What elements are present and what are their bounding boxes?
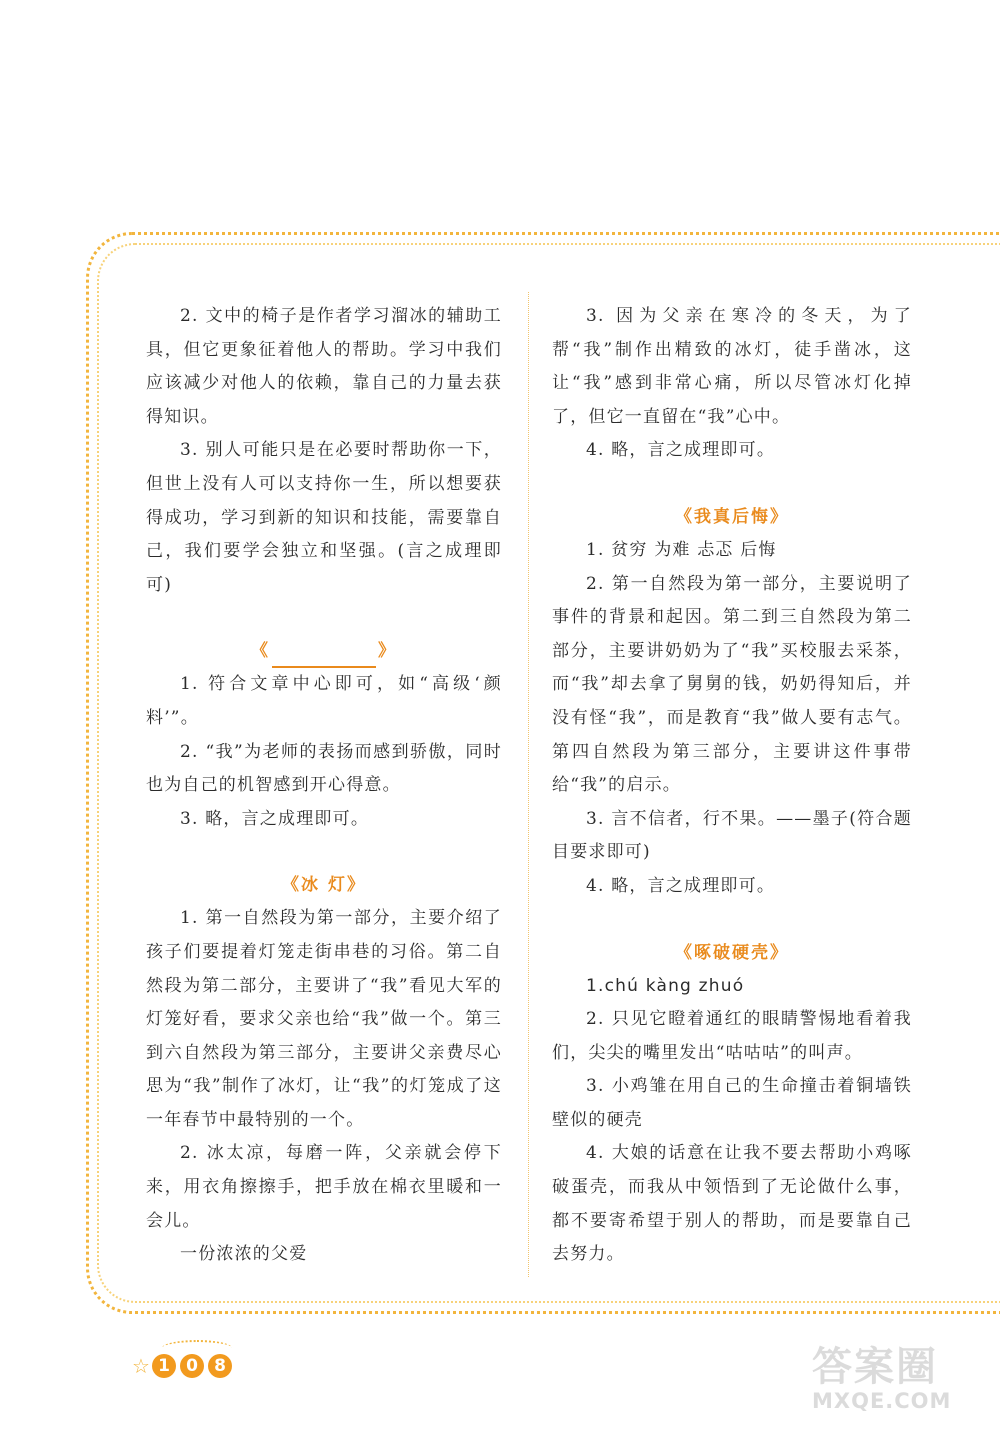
answer-paragraph: 1. 符合文章中心即可，如“高级‘颜料’”。	[146, 674, 502, 728]
page-digit: 1	[152, 1354, 176, 1378]
title-blank-line	[272, 648, 376, 668]
answer-paragraph: 2. “我”为老师的表扬而感到骄傲，同时也为自己的机智感到开心得意。	[146, 741, 502, 796]
section-title-bingdeng: 《冰 灯》	[282, 875, 366, 896]
column-divider	[528, 292, 529, 1277]
section-title-zhuopoyingke: 《啄破硬壳》	[675, 942, 789, 963]
section-title-wozhenhouhui: 《我真后悔》	[675, 506, 789, 527]
title-close-bracket: 》	[378, 641, 397, 662]
answer-paragraph: 1. 贫穷 为难 忐忑 后悔	[586, 539, 777, 560]
title-open-bracket: 《	[251, 641, 270, 662]
answer-paragraph: 4. 略，言之成理即可。	[586, 875, 776, 896]
watermark-url: MXQE.COM	[812, 1389, 952, 1413]
answer-paragraph: 一份浓浓的父爱	[180, 1244, 308, 1265]
answer-paragraph: 1. 第一自然段为第一部分，主要介绍了孩子们要提着灯笼走街串巷的习俗。第二自然段为第二部分，主要讲了“我”看见大军的灯笼好看，要求父亲也给“我”做一个。第三到六自然段为第三部分，主要讲父亲费尽心思为“我”制作了冰灯，让“我”的灯笼成了这一年春节中最特别的一个。	[146, 908, 502, 1130]
answer-paragraph: 3. 别人可能只是在必要时帮助你一下，但世上没有人可以支持你一生，所以想要获得成功，学习到新的知识和技能，需要靠自己，我们要学会独立和坚强。(言之成理即可)	[146, 440, 502, 595]
answer-paragraph: 2. 文中的椅子是作者学习溜冰的辅助工具，但它更象征着他人的帮助。学习中我们应该减少对他人的依赖，靠自己的力量去获得知识。	[146, 306, 502, 427]
section-title-blank	[146, 634, 502, 668]
answer-paragraph: 3. 言不信者，行不果。——墨子(符合题目要求即可)	[552, 808, 912, 863]
answer-paragraph: 3. 略，言之成理即可。	[180, 808, 370, 829]
watermark	[812, 1345, 992, 1425]
star-icon: ☆	[132, 1354, 150, 1378]
watermark-logo: 答案圈	[812, 1344, 938, 1390]
answer-paragraph: 4. 略，言之成理即可。	[586, 440, 776, 461]
answer-paragraph: 2. 冰太凉，每磨一阵，父亲就会停下来，用衣角擦擦手，把手放在棉衣里暖和一会儿。	[146, 1143, 502, 1231]
answer-paragraph: 4. 大娘的话意在让我不要去帮助小鸡啄破蛋壳，而我从中领悟到了无论做什么事，都不要寄希望于别人的帮助，而是要靠自己去努力。	[552, 1143, 912, 1265]
page-digit: 0	[180, 1354, 204, 1378]
answer-paragraph: 2. 只见它瞪着通红的眼睛警惕地看着我们，尖尖的嘴里发出“咕咕咕”的叫声。	[552, 1009, 912, 1063]
pinyin-answer: 1.chú kàng zhuó	[586, 975, 745, 996]
right-column	[552, 300, 912, 1272]
answer-paragraph: 3. 小鸡雏在用自己的生命撞击着铜墙铁壁似的硬壳	[552, 1076, 912, 1130]
answer-paragraph: 3. 因为父亲在寒冷的冬天，为了帮“我”制作出精致的冰灯，徒手凿冰，这让“我”感到非常心痛，所以尽管冰灯化掉了，但它一直留在“我”心中。	[552, 306, 912, 427]
page-digit: 8	[208, 1354, 232, 1378]
left-column	[146, 300, 502, 1272]
page-number	[132, 1344, 242, 1384]
answer-paragraph: 2. 第一自然段为第一部分，主要说明了事件的背景和起因。第二到三自然段为第二部分，主要讲奶奶为了“我”买校服去采茶，而“我”却去拿了舅舅的钱，奶奶得知后，并没有怪“我”，而是教育“我”做人要有志气。第四自然段为第三部分，主要讲这件事带给“我”的启示。	[552, 573, 912, 796]
